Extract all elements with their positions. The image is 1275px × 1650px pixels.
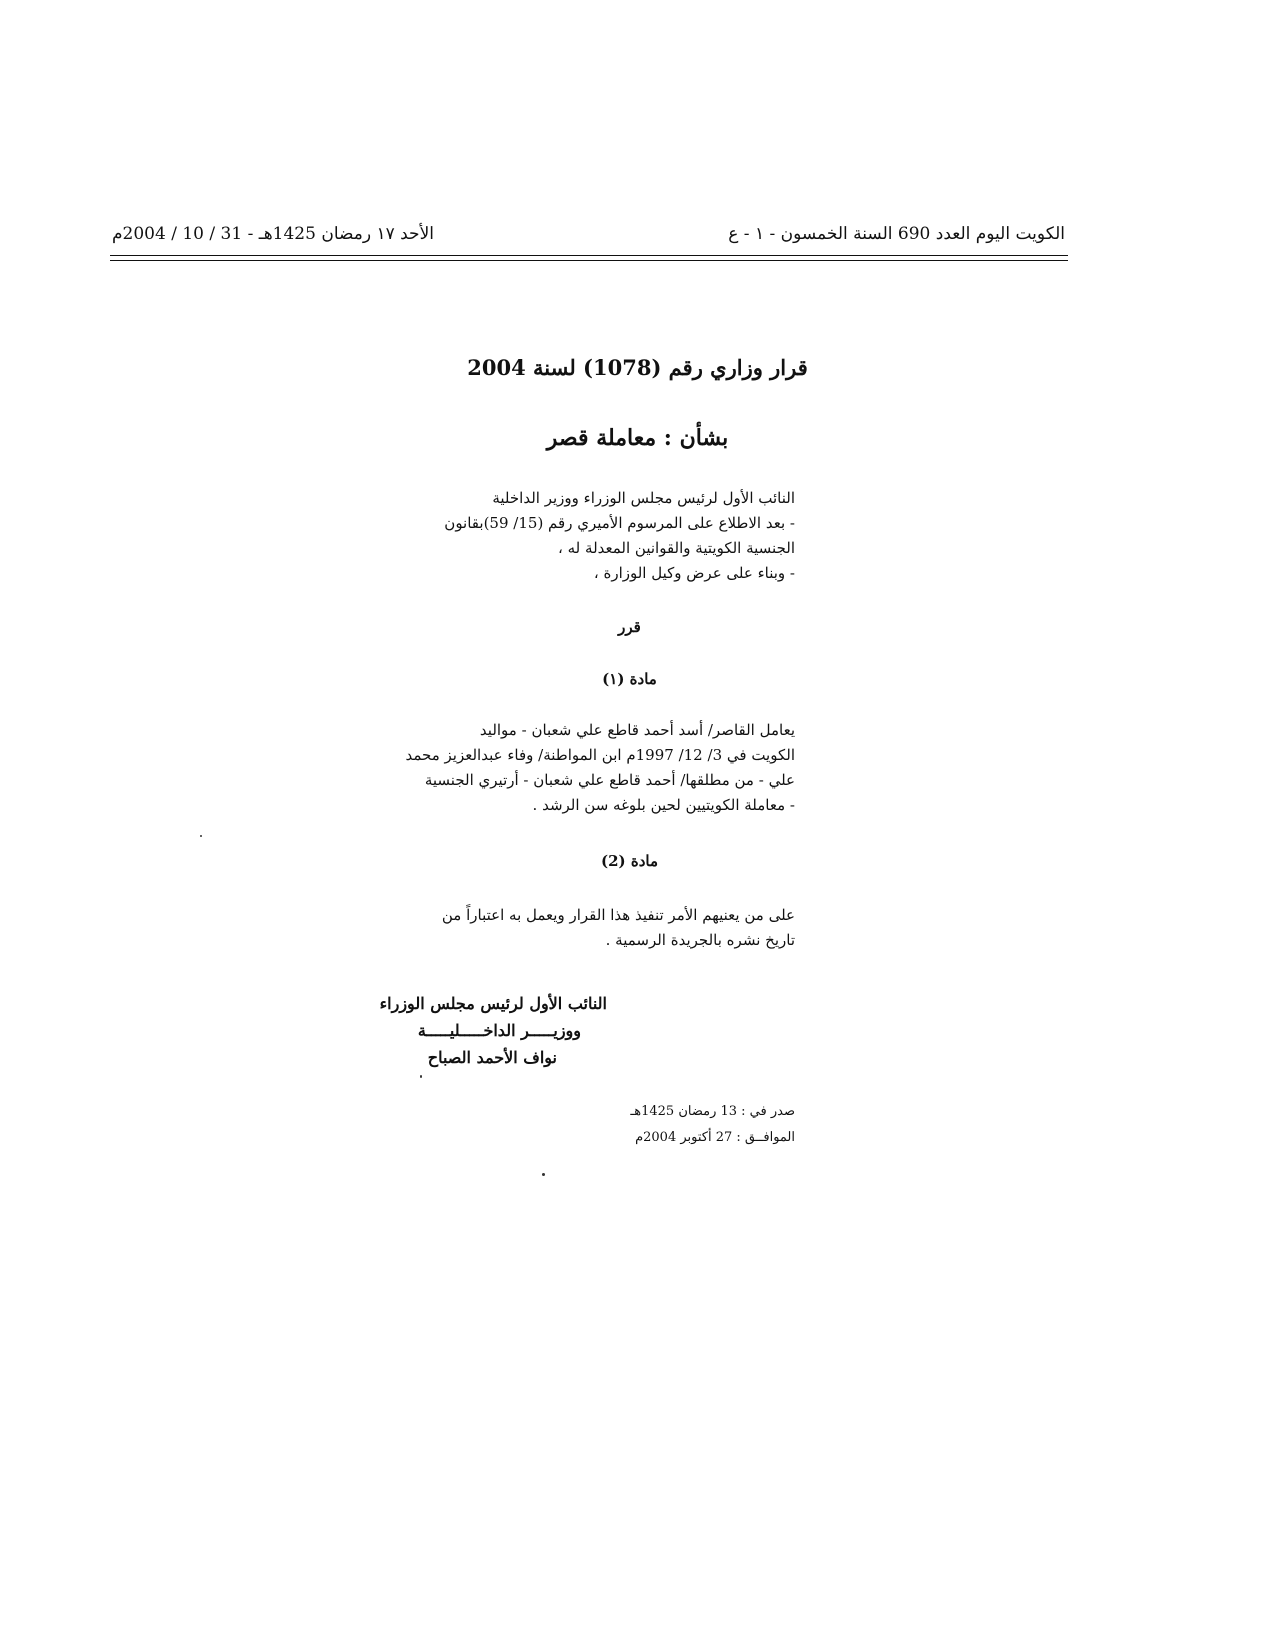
article-1-line: يعامل القاصر/ أسد أحمد قاطع علي شعبان - مواليد [479,721,795,739]
header-rule-bottom [110,260,1068,261]
article-1-heading: مادة (١) [602,670,657,688]
header-rule-top [110,255,1068,256]
decree-title: قرار وزاري رقم (1078) لسنة 2004 [467,355,808,380]
article-1-line: علي - من مطلقها/ أحمد قاطع علي شعبان - أرتيري الجنسية [424,771,795,789]
signatory-ministry: ووزيـــــر الداخـــــليـــــة [417,1021,581,1040]
signatory-title: النائب الأول لرئيس مجلس الوزراء [379,994,607,1013]
article-2-line: تاريخ نشره بالجريدة الرسمية . [605,931,795,949]
gazette-date: الأحد ١٧ رمضان 1425هـ - 31 / 10 / 2004م [112,224,434,244]
preamble-line: النائب الأول لرئيس مجلس الوزراء ووزير الداخلية [492,489,795,507]
decree-subject: بشأن : معاملة قصر [546,425,729,451]
scan-speck [200,835,202,837]
article-2-line: على من يعنيهم الأمر تنفيذ هذا القرار ويعمل به اعتباراً من [441,906,795,924]
signatory-name: نواف الأحمد الصباح [427,1048,557,1067]
article-1-body [355,718,795,818]
article-2-heading: مادة (2) [600,852,658,870]
preamble-line: الجنسية الكويتية والقوانين المعدلة له ، [558,539,795,557]
decided-heading: قرر [618,618,641,636]
scan-speck [420,1075,422,1078]
issue-date-gregorian: الموافــق : 27 أكتوبر 2004م [635,1130,795,1145]
preamble [355,486,795,586]
article-2-body [355,903,795,953]
preamble-line: - بعد الاطلاع على المرسوم الأميري رقم (15/ 59)بقانون [444,514,795,532]
preamble-line: - وبناء على عرض وكيل الوزارة ، [593,564,795,582]
issue-date-hijri: صدر في : 13 رمضان 1425هـ [630,1104,795,1119]
article-1-line: الكويت في 3/ 12/ 1997م ابن المواطنة/ وفاء عبدالعزيز محمد [405,746,795,764]
article-1-line: - معاملة الكويتيين لحين بلوغه سن الرشد . [532,796,795,814]
scan-speck [542,1173,545,1176]
issue-dates [630,1099,795,1151]
gazette-issue-info: الكويت اليوم العدد 690 السنة الخمسون - ١ - ع [728,224,1065,244]
signature-block [380,990,607,1071]
